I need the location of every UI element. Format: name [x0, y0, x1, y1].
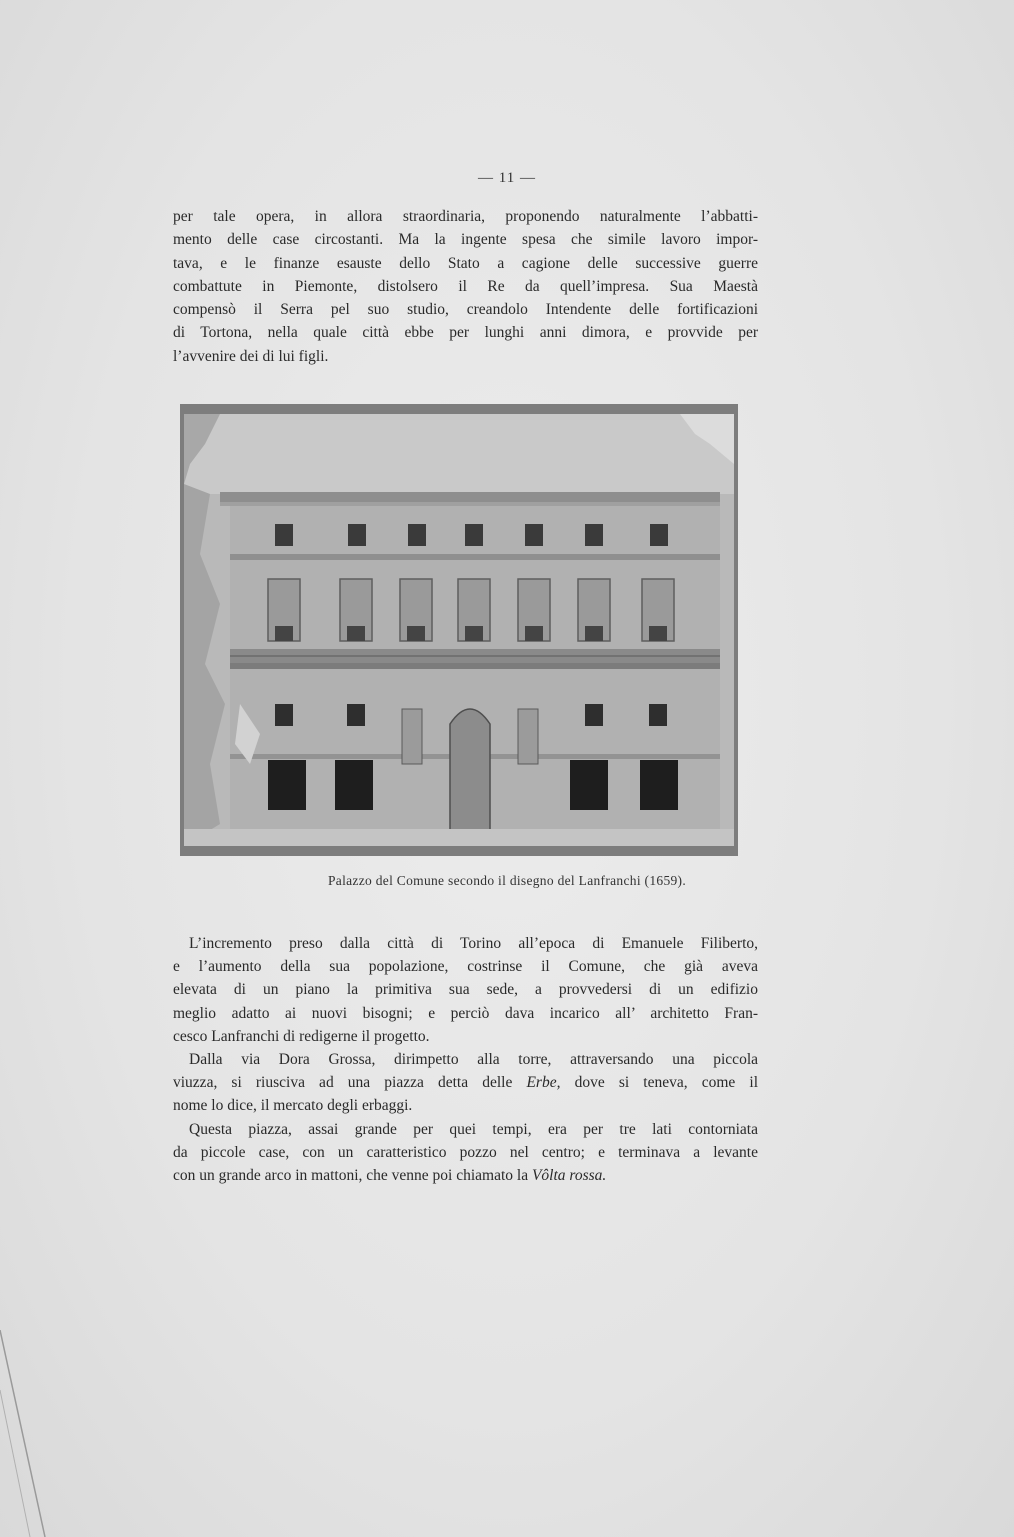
italic-term: Vôlta rossa.: [531, 1167, 607, 1185]
page-fold-mark: [0, 1330, 60, 1537]
page-number: — 11 —: [478, 170, 536, 186]
text-line: cesco Lanfranchi di redigerne il progetto.: [173, 1027, 430, 1045]
text-line: compensò il Serra pel suo studio, creandolo Intendente delle fortificazioni: [173, 301, 758, 319]
text-segment: con un grande arco in mattoni, che venne poi chiamato la: [173, 1167, 532, 1185]
text-line: da piccole case, con un caratteristico pozzo nel centro; e terminava a levante: [173, 1143, 758, 1161]
text-line: Questa piazza, assai grande per quei tempi, era per tre lati contorniata: [189, 1120, 758, 1138]
text-segment: viuzza, si riusciva ad una piazza detta delle: [173, 1074, 527, 1092]
text-line: l’avvenire dei di lui figli.: [173, 347, 329, 365]
text-line: tava, e le finanze esauste dello Stato a cagione delle successive guerre: [173, 254, 758, 272]
text-line: L’incremento preso dalla città di Torino all’epoca di Emanuele Filiberto,: [189, 935, 758, 952]
text-line: meglio adatto ai nuovi bisogni; e perciò dava incarico all’ architetto Fran-: [173, 1004, 758, 1022]
text-line: [173, 1164, 758, 1187]
text-line: elevata di un piano la primitiva sua sede, a provvedersi di un edifizio: [173, 981, 758, 999]
text-line: e l’aumento della sua popolazione, costrinse il Comune, che già aveva: [173, 958, 758, 976]
facade-drawing-image: [180, 404, 738, 856]
text-line: nome lo dice, il mercato degli erbaggi.: [173, 1097, 413, 1115]
italic-term: Erbe,: [526, 1074, 561, 1092]
text-line: Dalla via Dora Grossa, dirimpetto alla torre, attraversando una piccola: [189, 1051, 758, 1069]
paragraph-1: [173, 205, 758, 368]
text-segment: dove si teneva, come il: [560, 1074, 758, 1092]
text-line: [173, 1071, 758, 1094]
text-line: di Tortona, nella quale città ebbe per lunghi anni dimora, e provvide per: [173, 324, 758, 342]
text-line: per tale opera, in allora straordinaria, proponendo naturalmente l’abbatti-: [173, 208, 758, 225]
paragraph-2: [173, 932, 758, 1187]
text-line: mento delle case circostanti. Ma la ingente spesa che simile lavoro impor-: [173, 231, 758, 249]
figure-caption: Palazzo del Comune secondo il disegno del Lanfranchi (1659).: [327, 873, 687, 888]
text-line: combattute in Piemonte, distolsero il Re da quell’impresa. Sua Maestà: [173, 277, 758, 295]
